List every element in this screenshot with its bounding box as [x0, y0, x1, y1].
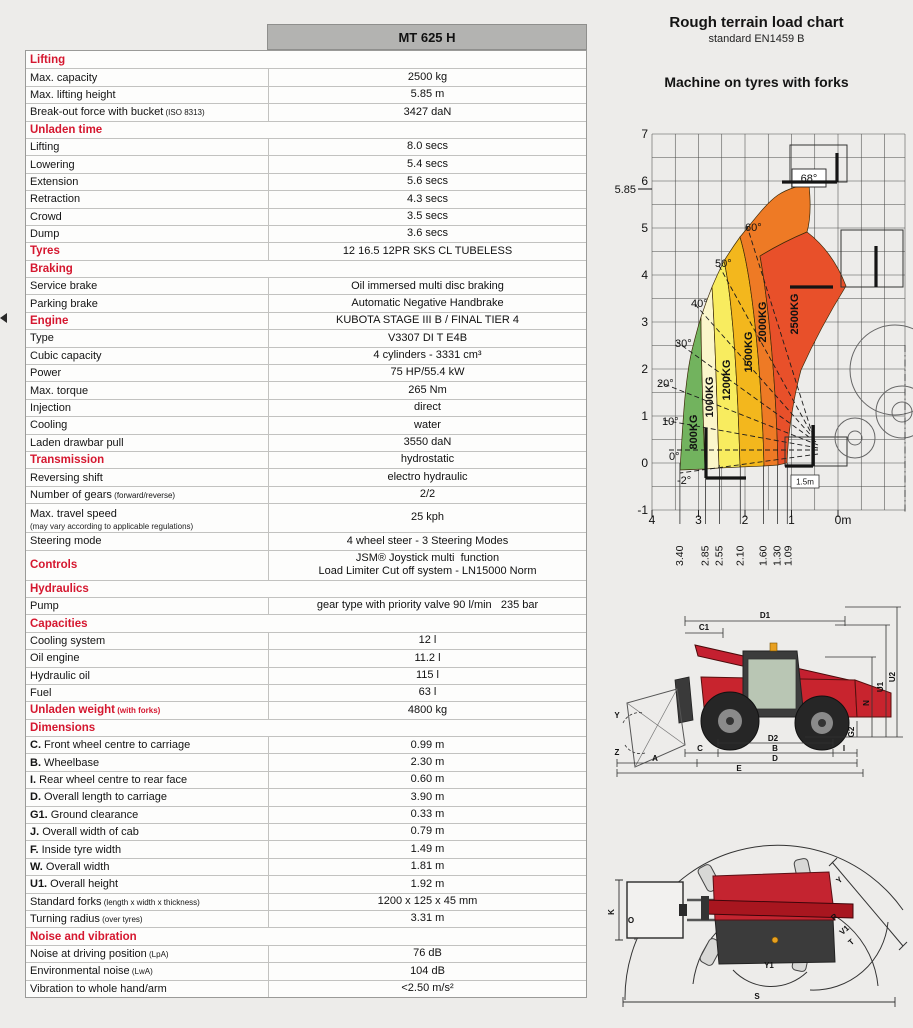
- row-value: 11.2 l: [268, 650, 586, 666]
- row-label: D. Overall length to carriage: [30, 791, 167, 804]
- row-value: <2.50 m/s²: [268, 981, 586, 997]
- row-value: electro hydraulic: [268, 469, 586, 485]
- row-value: 12 16.5 12PR SKS CL TUBELESS: [268, 243, 586, 259]
- row-value: JSM® Joystick multi function Load Limiter Cut off system - LN15000 Norm: [268, 551, 586, 580]
- row-label: Unladen weight (with forks): [30, 704, 161, 717]
- row-value: 8.0 secs: [268, 139, 586, 155]
- svg-text:2.10: 2.10: [734, 545, 747, 566]
- spec-row: [26, 329, 586, 346]
- row-value: 4.3 secs: [268, 191, 586, 207]
- spec-row: [26, 347, 586, 364]
- row-label: Crowd: [30, 210, 62, 223]
- spec-row: [26, 893, 586, 910]
- svg-text:1: 1: [788, 513, 795, 527]
- row-value: KUBOTA STAGE III B / FINAL TIER 4: [268, 313, 586, 329]
- svg-text:3: 3: [695, 513, 702, 527]
- svg-text:2: 2: [641, 362, 648, 376]
- svg-text:30°: 30°: [675, 338, 692, 350]
- section-row: [26, 701, 586, 718]
- dim-label-i: I: [842, 744, 846, 753]
- reach-labels: [674, 545, 795, 566]
- row-value: water: [268, 417, 586, 433]
- row-value: [268, 51, 586, 68]
- svg-text:60°: 60°: [745, 222, 762, 234]
- row-value: 3.6 secs: [268, 226, 586, 242]
- spec-row: [26, 771, 586, 788]
- section-row: [26, 312, 586, 329]
- spec-row: [26, 486, 586, 503]
- svg-text:2.85: 2.85: [699, 545, 712, 566]
- svg-text:2500KG: 2500KG: [789, 293, 801, 335]
- row-label: I. Rear wheel centre to rear face: [30, 774, 188, 787]
- row-label: Dump: [30, 228, 60, 241]
- svg-text:3.40: 3.40: [674, 545, 686, 566]
- row-label: Parking brake: [30, 297, 98, 310]
- row-label: Reversing shift: [30, 471, 103, 484]
- dim-label-c: C: [697, 744, 703, 753]
- row-label: Vibration to whole hand/arm: [30, 982, 167, 995]
- row-label: Noise at driving position (LpA): [30, 947, 169, 960]
- x-axis-labels: [649, 513, 852, 527]
- dim-label-u1: U1: [876, 681, 885, 693]
- spec-row: [26, 155, 586, 172]
- y-axis-labels: [615, 127, 649, 517]
- row-label: Steering mode: [30, 535, 102, 548]
- row-value: [268, 615, 586, 631]
- row-label: Unladen time: [30, 123, 103, 136]
- svg-text:-1: -1: [637, 503, 648, 517]
- row-value: 3.90 m: [268, 789, 586, 805]
- row-label: Service brake: [30, 280, 98, 293]
- row-value: 1.81 m: [268, 859, 586, 875]
- svg-text:40°: 40°: [691, 298, 708, 310]
- row-value: 4 wheel steer - 3 Steering Modes: [268, 533, 586, 549]
- row-label: B. Wheelbase: [30, 756, 100, 769]
- svg-text:1200KG: 1200KG: [721, 359, 733, 401]
- section-row: [26, 927, 586, 944]
- row-label: Cooling system: [30, 634, 106, 647]
- row-value: 5.85 m: [268, 87, 586, 103]
- spec-table: [25, 50, 587, 998]
- dim-label-v1: V1: [837, 923, 851, 937]
- section-row: [26, 451, 586, 468]
- row-label: C. Front wheel centre to carriage: [30, 739, 191, 752]
- row-value: 115 l: [268, 668, 586, 684]
- svg-text:50°: 50°: [715, 258, 732, 270]
- row-label: U1. Overall height: [30, 878, 119, 891]
- spec-row: [26, 858, 586, 875]
- page-edge-marker: [0, 313, 7, 323]
- row-label: Hydraulic oil: [30, 669, 90, 682]
- spec-row: [26, 962, 586, 979]
- row-value: 265 Nm: [268, 382, 586, 398]
- section-row: [26, 121, 586, 138]
- row-value: [268, 928, 586, 944]
- dim-label-z: Z: [614, 748, 620, 757]
- svg-text:3: 3: [641, 315, 648, 329]
- row-label: W. Overall width: [30, 860, 110, 873]
- section-row: [26, 51, 586, 68]
- spec-row: [26, 434, 586, 451]
- spec-row: [26, 138, 586, 155]
- row-label: Oil engine: [30, 652, 80, 665]
- svg-text:1: 1: [641, 409, 648, 423]
- row-label: Lowering: [30, 158, 75, 171]
- svg-text:1.60: 1.60: [757, 545, 770, 566]
- row-label: Number of gears (forward/reverse): [30, 488, 176, 501]
- spec-row: [26, 875, 586, 892]
- y1-arc: [733, 970, 807, 986]
- row-value: 1.49 m: [268, 841, 586, 857]
- row-label: Transmission: [30, 454, 105, 467]
- load-chart-svg: [605, 120, 913, 578]
- dim-label-k: K: [607, 909, 616, 915]
- spec-row: [26, 649, 586, 666]
- svg-text:7: 7: [641, 127, 648, 141]
- row-label: Standard forks (length x width x thickness): [30, 895, 200, 908]
- row-label: Lifting: [30, 53, 66, 66]
- svg-text:6: 6: [641, 174, 648, 188]
- dim-label-u2: U2: [888, 671, 897, 683]
- row-label: Max. torque: [30, 384, 89, 397]
- row-value: 63 l: [268, 685, 586, 701]
- row-value: Oil immersed multi disc braking: [268, 278, 586, 294]
- row-value: Automatic Negative Handbrake: [268, 295, 586, 311]
- max-angle-label: 68°: [800, 173, 818, 185]
- svg-text:4: 4: [641, 268, 648, 282]
- dim-label-y1: Y1: [764, 961, 774, 970]
- svg-text:-2°: -2°: [677, 475, 692, 487]
- row-value: [268, 581, 586, 597]
- spec-row: [26, 399, 586, 416]
- spec-row: [26, 684, 586, 701]
- dim-label-c1: C1: [698, 623, 710, 632]
- row-value: 0.60 m: [268, 772, 586, 788]
- row-value: 5.4 secs: [268, 156, 586, 172]
- row-value: 1.92 m: [268, 876, 586, 892]
- row-label: Braking: [30, 262, 73, 275]
- spec-row: [26, 416, 586, 433]
- dim-label-a: A: [652, 754, 658, 763]
- dim-label-g2: G2: [847, 726, 856, 738]
- spec-row: [26, 806, 586, 823]
- row-label: F. Inside tyre width: [30, 843, 122, 856]
- row-label: Extension: [30, 175, 79, 188]
- row-label: Dimensions: [30, 721, 96, 734]
- row-label: Fuel: [30, 687, 52, 700]
- cab-window: [748, 659, 796, 709]
- max-height-label: 5.85: [614, 184, 636, 196]
- row-label: Environmental noise (LwA): [30, 965, 153, 978]
- spec-row: [26, 381, 586, 398]
- beacon: [770, 643, 777, 651]
- svg-text:2000KG: 2000KG: [757, 301, 769, 343]
- dim-label-b: B: [772, 744, 778, 753]
- spec-row: [26, 840, 586, 857]
- load-box: [627, 882, 683, 938]
- row-label: Pump: [30, 600, 59, 613]
- row-value: 3550 daN: [268, 435, 586, 451]
- row-value: 104 dB: [268, 963, 586, 979]
- dim-label-y: Y: [614, 711, 620, 720]
- row-value: 0.79 m: [268, 824, 586, 840]
- section-row: [26, 580, 586, 597]
- fork-plate: [701, 896, 709, 920]
- spec-row: [26, 753, 586, 770]
- section-row: [26, 719, 586, 736]
- row-value: 2/2: [268, 487, 586, 503]
- spec-row: [26, 294, 586, 311]
- k-dim-line: [615, 880, 623, 940]
- svg-text:0: 0: [641, 456, 648, 470]
- row-label: Turning radius (over tyres): [30, 913, 143, 926]
- row-value: 3.5 secs: [268, 209, 586, 225]
- row-value: 2500 kg: [268, 69, 586, 85]
- section-row: [26, 242, 586, 259]
- spec-row: [26, 86, 586, 103]
- spec-row: [26, 597, 586, 614]
- dim-label-e: E: [736, 764, 742, 773]
- row-label: Engine: [30, 315, 69, 328]
- row-value: [268, 720, 586, 736]
- row-value: 4800 kg: [268, 702, 586, 718]
- row-label: Lifting: [30, 141, 60, 154]
- row-value: V3307 DI T E4B: [268, 330, 586, 346]
- row-value: 3.31 m: [268, 911, 586, 927]
- section-row: [26, 614, 586, 631]
- row-label: Laden drawbar pull: [30, 436, 124, 449]
- spec-row: [26, 667, 586, 684]
- row-value: 76 dB: [268, 946, 586, 962]
- svg-text:20°: 20°: [657, 378, 674, 390]
- top-view-diagram: [605, 822, 913, 1026]
- row-label: Capacities: [30, 617, 88, 630]
- svg-text:10°: 10°: [662, 416, 679, 428]
- spec-row: [26, 277, 586, 294]
- row-value: 2.30 m: [268, 754, 586, 770]
- svg-text:0°: 0°: [669, 451, 680, 463]
- dim-label-d: D: [772, 754, 778, 763]
- dim-label-n: N: [862, 700, 871, 706]
- svg-text:0m: 0m: [834, 513, 852, 527]
- machine-silhouette: [835, 325, 913, 512]
- spec-row: [26, 208, 586, 225]
- spec-row: [26, 910, 586, 927]
- side-view-diagram: [605, 585, 913, 820]
- svg-text:5: 5: [641, 221, 648, 235]
- dim-label-y: Y: [834, 875, 845, 886]
- spec-row: [26, 823, 586, 840]
- spec-row: [26, 364, 586, 381]
- model-header: MT 625 H: [267, 24, 587, 50]
- spec-row: [26, 532, 586, 549]
- row-label: Controls: [30, 559, 78, 572]
- row-label: Noise and vibration: [30, 930, 137, 943]
- spec-row: [26, 632, 586, 649]
- row-value: hydrostatic: [268, 452, 586, 468]
- svg-text:2.55: 2.55: [713, 545, 726, 566]
- row-label: Injection: [30, 402, 71, 414]
- svg-text:1.09: 1.09: [782, 545, 795, 566]
- row-label: Max. travel speed (may vary according to applicable regulations): [30, 507, 194, 531]
- row-value: 0.99 m: [268, 737, 586, 753]
- row-value: direct: [268, 400, 586, 416]
- machine-top-art: [627, 858, 853, 972]
- fork-box-bottom: [785, 437, 847, 466]
- row-value: 1200 x 125 x 45 mm: [268, 894, 586, 910]
- spec-row: [26, 980, 586, 997]
- spec-row: [26, 190, 586, 207]
- row-value: 25 kph: [268, 504, 586, 532]
- row-label: Max. lifting height: [30, 88, 116, 101]
- dim-label-r: R: [829, 911, 840, 923]
- dim-label-o: O: [627, 916, 635, 925]
- row-label: Max. capacity: [30, 71, 98, 84]
- dim-label-d2: D2: [767, 734, 779, 743]
- note-label: 1.5m: [796, 477, 814, 487]
- row-value: 75 HP/55.4 kW: [268, 365, 586, 381]
- svg-text:1000KG: 1000KG: [704, 376, 716, 418]
- rear-body: [855, 680, 891, 717]
- row-label: G1. Ground clearance: [30, 808, 139, 821]
- row-value: [268, 261, 586, 277]
- spec-row: [26, 68, 586, 85]
- row-label: Hydraulics: [30, 582, 89, 595]
- spec-row: [26, 503, 586, 532]
- spec-row: [26, 788, 586, 805]
- chart-standard: standard EN1459 B: [708, 33, 805, 45]
- svg-text:1.30: 1.30: [771, 545, 784, 566]
- row-value: 5.6 secs: [268, 174, 586, 190]
- row-value: 3427 daN: [268, 104, 586, 120]
- svg-text:1500KG: 1500KG: [743, 331, 755, 373]
- row-value: 0.33 m: [268, 807, 586, 823]
- chart-title: Rough terrain load chart: [669, 14, 844, 31]
- machine-side-art: [627, 643, 891, 767]
- row-label: Cooling: [30, 419, 68, 432]
- spec-row: [26, 103, 586, 120]
- dim-label-t: T: [846, 937, 857, 948]
- row-label: J. Overall width of cab: [30, 826, 139, 839]
- row-label: Break-out force with bucket (ISO 8313): [30, 106, 205, 119]
- beacon-top: [772, 937, 778, 943]
- spec-row: [26, 736, 586, 753]
- spec-row: [26, 468, 586, 485]
- section-row: [26, 550, 586, 580]
- svg-text:2: 2: [741, 513, 749, 527]
- row-value: gear type with priority valve 90 l/min 235 bar: [268, 598, 586, 614]
- dim-label-s: S: [754, 992, 760, 1001]
- row-label: Cubic capacity: [30, 349, 102, 362]
- chart-condition: Machine on tyres with forks: [664, 74, 849, 90]
- spec-row: [26, 225, 586, 242]
- row-label: Power: [30, 367, 62, 380]
- row-value: [268, 122, 586, 138]
- spec-row: [26, 173, 586, 190]
- section-row: [26, 260, 586, 277]
- row-label: Retraction: [30, 193, 81, 206]
- carriage: [675, 677, 693, 723]
- dim-label-d1: D1: [759, 611, 771, 620]
- spec-row: [26, 945, 586, 962]
- svg-text:800KG: 800KG: [688, 414, 700, 450]
- row-label: Tyres: [30, 245, 60, 258]
- row-value: 12 l: [268, 633, 586, 649]
- fork-box-mid: [841, 230, 903, 287]
- row-value: 4 cylinders - 3331 cm³: [268, 348, 586, 364]
- row-label: Type: [30, 332, 54, 345]
- svg-text:4: 4: [648, 513, 656, 527]
